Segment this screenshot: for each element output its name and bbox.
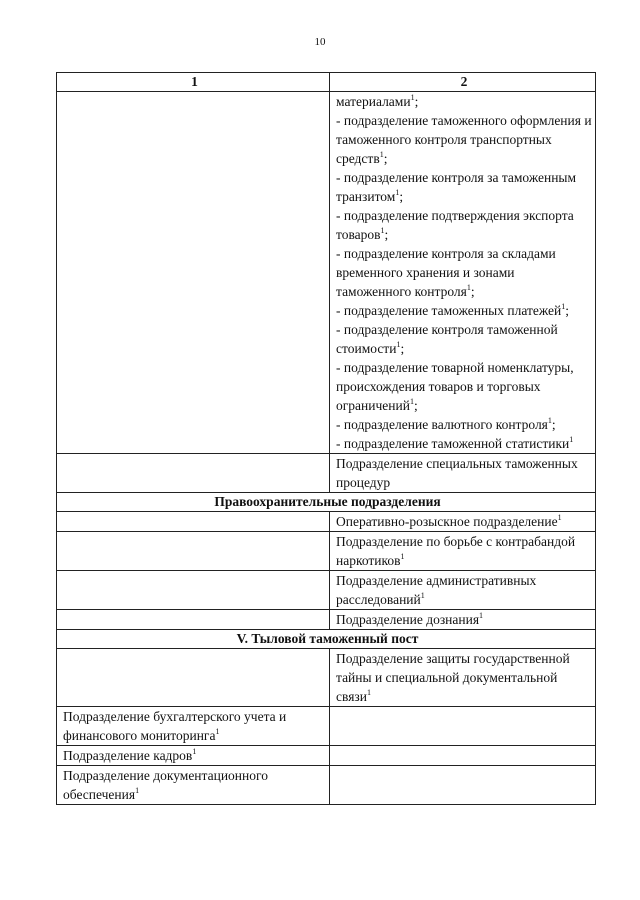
footnote-marker: 1 — [479, 611, 484, 620]
list-item — [336, 358, 592, 415]
footnote-marker: 1 — [380, 226, 385, 235]
law-enforcement-item — [330, 512, 596, 532]
item-text: - подразделение товарной номенклатуры, происхождения товаров и торговых ограничений — [336, 360, 574, 413]
footnote-marker: 1 — [466, 283, 471, 292]
item-text: - подразделение контроля таможенной стоимости — [336, 322, 558, 356]
item-text: - подразделение таможенных платежей — [336, 303, 562, 318]
item-text: Подразделение по борьбе с контрабандой наркотиков — [336, 534, 576, 568]
item-text: Подразделение защиты государственной тайны и специальной документальной связи — [336, 651, 570, 704]
item-text: - подразделение таможенного оформления и таможенного контроля транспортных средств — [336, 113, 592, 166]
footnote-marker: 1 — [366, 688, 371, 697]
item-punct: ; — [399, 189, 404, 204]
list-item — [336, 244, 592, 301]
rear-post-item — [330, 649, 596, 707]
law-enforcement-item — [330, 532, 596, 571]
footnote-marker: 1 — [135, 786, 140, 795]
section-heading-law-enforcement: Правоохранительные подразделения — [57, 493, 596, 512]
item-text: - подразделение контроля за складами временного хранения и зонами таможенного контроля — [336, 246, 556, 299]
left-cell-empty — [57, 454, 330, 493]
list-item — [336, 206, 592, 244]
item-punct: ; — [383, 151, 388, 166]
table-row — [57, 707, 596, 746]
table-row — [57, 454, 596, 493]
header-row — [57, 73, 596, 92]
item-text: - подразделение таможенной статистики — [336, 436, 570, 451]
structure-table — [56, 72, 596, 805]
list-item — [336, 301, 592, 320]
footnote-marker: 1 — [400, 552, 405, 561]
left-cell-empty — [57, 649, 330, 707]
left-cell-empty — [57, 571, 330, 610]
footnote-marker: 1 — [561, 302, 566, 311]
left-cell-empty — [57, 512, 330, 532]
footnote-marker: 1 — [396, 340, 401, 349]
continued-items-cell — [330, 92, 596, 454]
item-punct: ; — [384, 227, 389, 242]
list-item — [336, 168, 592, 206]
footnote-marker: 1 — [192, 747, 197, 756]
item-punct: ; — [414, 94, 419, 109]
page-number: 10 — [314, 36, 326, 48]
footnote-marker: 1 — [569, 435, 574, 444]
section-row — [57, 493, 596, 512]
footnote-marker: 1 — [547, 416, 552, 425]
item-text: - подразделение контроля за таможенным транзитом — [336, 170, 577, 204]
list-item — [336, 111, 592, 168]
table-row — [57, 512, 596, 532]
item-punct: ; — [413, 398, 418, 413]
table-row — [57, 766, 596, 805]
special-procedures-cell: Подразделение специальных таможенных процедур — [330, 454, 596, 493]
table-row — [57, 610, 596, 630]
item-text: материалами — [336, 94, 411, 109]
right-cell-empty — [330, 707, 596, 746]
table-row — [57, 649, 596, 707]
list-item — [336, 92, 592, 111]
column-header-1: 1 — [57, 73, 330, 92]
table-row — [57, 532, 596, 571]
section-heading-rear-post: V. Тыловой таможенный пост — [57, 630, 596, 649]
footnote-marker: 1 — [379, 150, 384, 159]
footnote-marker: 1 — [420, 591, 425, 600]
item-text: Подразделение административных расследований — [336, 573, 537, 607]
item-punct: ; — [400, 341, 405, 356]
item-text: - подразделение валютного контроля — [336, 417, 548, 432]
list-item — [336, 434, 592, 453]
item-text: Подразделение документационного обеспечения — [63, 768, 268, 802]
item-punct: ; — [565, 303, 569, 318]
item-text: Подразделение бухгалтерского учета и финансового мониторинга — [63, 709, 287, 743]
item-punct: ; — [470, 284, 475, 299]
footnote-marker: 1 — [409, 397, 414, 406]
item-text: Оперативно-розыскное подразделение — [336, 514, 558, 529]
rear-post-item — [57, 746, 330, 766]
column-header-2: 2 — [330, 73, 596, 92]
right-cell-empty — [330, 746, 596, 766]
left-cell-empty — [57, 610, 330, 630]
item-text: Подразделение дознания — [336, 612, 480, 627]
section-row — [57, 630, 596, 649]
rear-post-item — [57, 707, 330, 746]
item-text: - подразделение подтверждения экспорта товаров — [336, 208, 574, 242]
table-row — [57, 571, 596, 610]
item-text: Подразделение кадров — [63, 748, 193, 763]
footnote-marker: 1 — [215, 727, 220, 736]
item-punct: ; — [551, 417, 556, 432]
law-enforcement-item — [330, 610, 596, 630]
footnote-marker: 1 — [410, 93, 415, 102]
list-item — [336, 415, 592, 434]
law-enforcement-item — [330, 571, 596, 610]
list-item — [336, 320, 592, 358]
left-cell-empty — [57, 532, 330, 571]
rear-post-item — [57, 766, 330, 805]
footnote-marker: 1 — [557, 513, 562, 522]
footnote-marker: 1 — [395, 188, 400, 197]
left-cell-empty — [57, 92, 330, 454]
table-row — [57, 746, 596, 766]
table-row — [57, 92, 596, 454]
right-cell-empty — [330, 766, 596, 805]
